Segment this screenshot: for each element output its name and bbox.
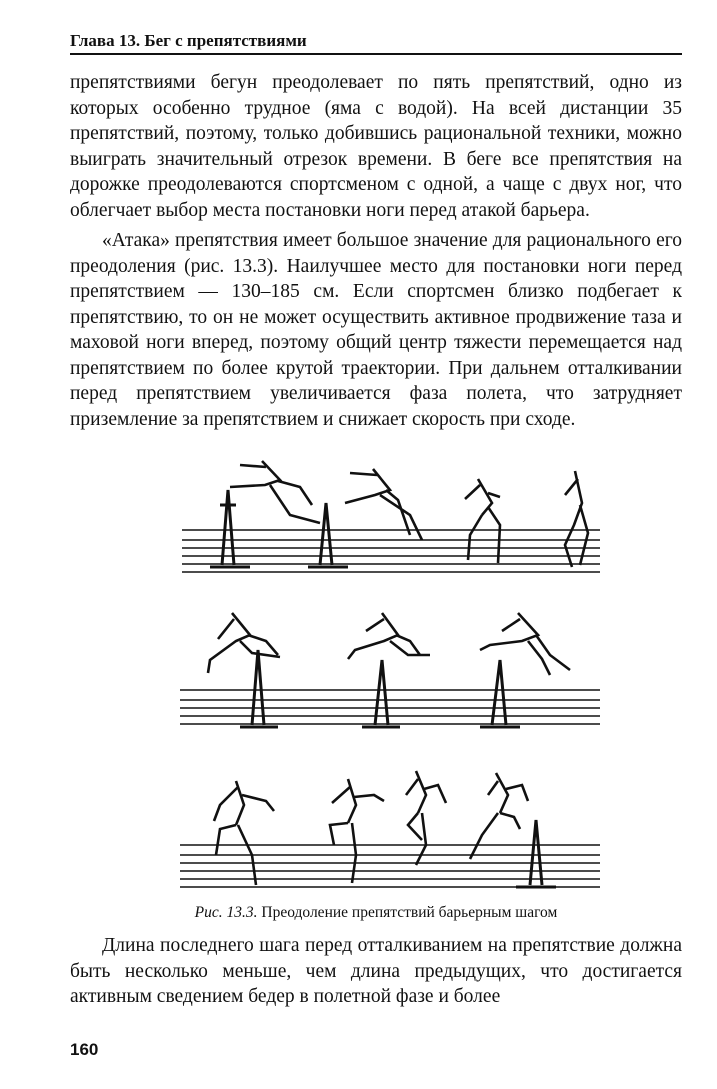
row3-athletes (214, 759, 528, 885)
chapter-header: Глава 13. Бег с препятствиями (70, 30, 682, 55)
row1-athletes (230, 449, 588, 567)
page-number: 160 (70, 1040, 99, 1059)
paragraph-continuation: препятствиями бегун преодолевает по пять препятствий, одно из которых особенно трудное (яма с водой). На всей дистанции 35 препятствий, поэтому, только добившись рациональной техники, можно выиграть значительный отрезок времени. В беге все препятствия на дорожке преодолеваются спортсменом с одной, а чаще с двух ног, что облегчает выбор места постановки ноги перед атакой барьера. (70, 72, 682, 221)
figure-label: Рис. 13.3. (194, 904, 258, 921)
row2-track (180, 690, 600, 724)
figure-caption (70, 903, 682, 923)
row2-athletes (208, 601, 570, 675)
figure-caption-text: Преодоление препятствий барьерным шагом (261, 904, 558, 921)
row3-track (180, 845, 600, 887)
hurdle-sequence-drawing (170, 445, 610, 900)
hurdle-illustration (170, 445, 610, 900)
paragraph-last-step: Длина последнего шага перед отталкиванием на препятствие должна быть несколько меньше, чем длина предыдущих, что достигается активным сведением бедер в полетной фазе и более (70, 935, 682, 1007)
row3-hurdle (516, 820, 556, 887)
paragraph-attack: «Атака» препятствия имеет большое значение для рационального его преодоления (рис. 13.3). Наилучшее место для постановки ноги перед препятствием — 130–185 см. Если спортсмен близко подбегает к препятствию, то он не может осуществить активное продвижение таза и маховой ноги вперед, поэтому общий центр тяжести перемещается над препятствием по более крутой траектории. При дальнем отталкивании перед препятствием увеличивается фаза полета, что затрудняет приземление за препятствием и снижает скорость при сходе. (70, 230, 682, 430)
